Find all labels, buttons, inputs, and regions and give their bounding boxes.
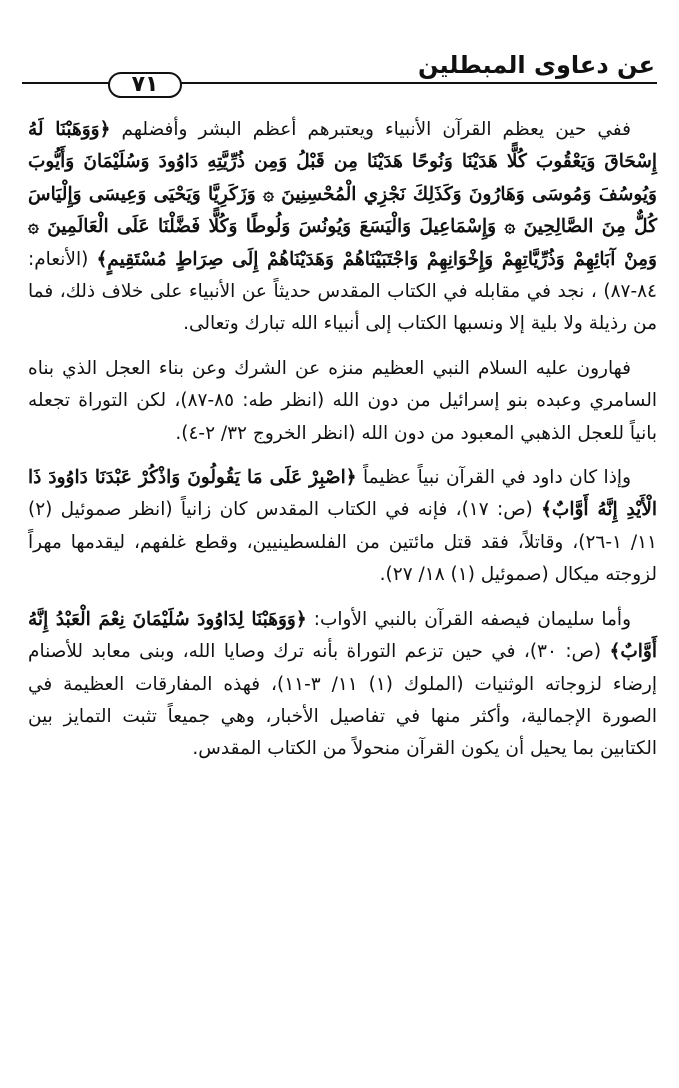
paragraph-1-text-b: (الأنعام: ٨٤-٨٧) ، نجد في مقابله في الكتاب المقدس حديثاً عن الأنبياء على خلاف ذلك، فما من رذيلة ولا بلية إلا ونسبها الكتاب إلى أنبياء الله تبارك وتعالى. — [28, 248, 657, 335]
page-number: ٧١ — [108, 72, 182, 98]
running-title: عن دعاوى المبطلين — [417, 51, 655, 79]
paragraph-3-text-b: (ص: ١٧)، فإنه في الكتاب المقدس كان زانياً (انظر صموئيل (٢) ١١/ ١-٢٦)، وقاتلاً، فقد قتل مائتين من الفلسطينيين، وقطع غلفهم، ليقدمها مهراً لزوجته ميكال (صموئيل (١) ١٨/ ٢٧). — [28, 499, 657, 586]
paragraph-4 — [28, 604, 657, 766]
quran-verse-anaam: ﴿وَوَهَبْنَا لَهُ إِسْحَاقَ وَيَعْقُوبَ كُلًّا هَدَيْنَا وَنُوحًا هَدَيْنَا مِن قَبْلُ وَمِن ذُرِّيَّتِهِ دَاوُودَ وَسُلَيْمَانَ وَأَيُّوبَ وَيُوسُفَ وَمُوسَى وَهَارُونَ وَكَذَلِكَ نَجْزِي الْمُحْسِنِينَ ۞ وَزَكَرِيَّا وَيَحْيَى وَعِيسَى وَإِلْيَاسَ كُلٌّ مِنَ الصَّالِحِينَ ۞ وَإِسْمَاعِيلَ وَالْيَسَعَ وَيُونُسَ وَلُوطًا وَكُلًّا فَضَّلْنَا عَلَى الْعَالَمِينَ ۞ وَمِنْ آبَائِهِمْ وَذُرِّيَّاتِهِمْ وَإِخْوَانِهِمْ وَاجْتَبَيْنَاهُمْ وَهَدَيْنَاهُمْ إِلَى صِرَاطٍ مُسْتَقِيمٍ﴾ — [28, 119, 657, 270]
paragraph-4-text-b: (ص: ٣٠)، في حين تزعم التوراة بأنه ترك وصايا الله، وبنى معابد للأصنام إرضاء لزوجاته الوثنيات (الملوك (١) ١١/ ٣-١١)، فهذه المفارقات العظيمة في الصورة الإجمالية، وأكثر منها في تفاصيل الأخبار، وهي جميعاً تثبت التمايز بين الكتابين بما يحيل أن يكون القرآن منحولاً من الكتاب المقدس. — [28, 641, 657, 760]
page-header — [22, 48, 657, 97]
paragraph-3 — [28, 462, 657, 592]
paragraph-2-text: فهارون عليه السلام النبي العظيم منزه عن الشرك وعن بناء العجل الذي بناه السامري وعبده بنو إسرائيل من دون الله (انظر طه: ٨٥-٨٧)، لكن التوراة تجعله بانياً للعجل الذهبي المعبود من دون الله (انظر الخروج ٣٢/ ٢-٤). — [28, 357, 657, 444]
paragraph-1-text-a: ففي حين يعظم القرآن الأنبياء ويعتبرهم أعظم البشر وأفضلهم — [110, 119, 631, 140]
paragraph-1 — [28, 114, 657, 341]
quran-verse-sad-17: ﴿اصْبِرْ عَلَى مَا يَقُولُونَ وَاذْكُرْ عَبْدَنَا دَاوُودَ ذَا الْأَيْدِ إِنَّهُ أَوَّابٌ﴾ — [28, 467, 658, 521]
paragraph-3-text-a: وإذا كان داود في القرآن نبياً عظيماً — [356, 467, 632, 489]
body-text — [28, 114, 657, 778]
paragraph-2 — [28, 353, 657, 450]
paragraph-4-text-a: وأما سليمان فيصفه القرآن بالنبي الأواب: — [306, 608, 632, 630]
quran-verse-sad-30: ﴿وَوَهَبْنَا لِدَاوُودَ سُلَيْمَانَ نِعْمَ الْعَبْدُ إِنَّهُ أَوَّابٌ﴾ — [28, 608, 658, 663]
